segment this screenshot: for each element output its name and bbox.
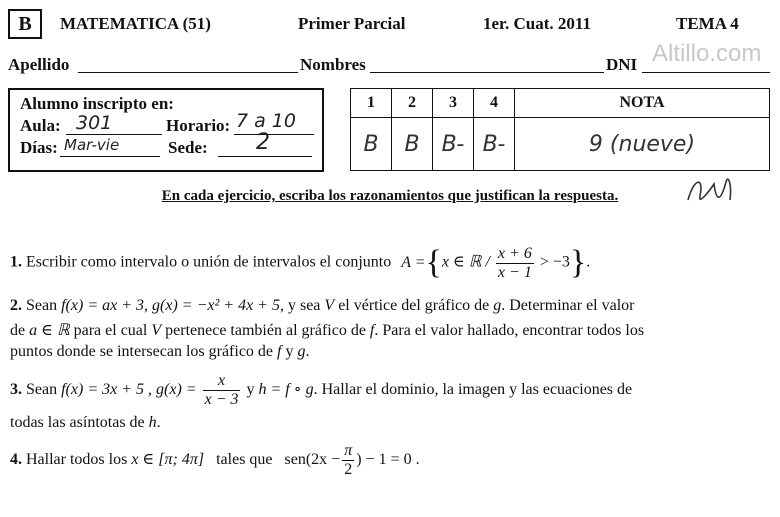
horario-value: 7 a 10	[236, 110, 296, 132]
dias-line	[60, 156, 160, 157]
exercise-3-h: h = f ∘ g	[258, 380, 314, 398]
exercise-3-line-1	[10, 372, 632, 408]
exercise-2-text: pertenece también al gráfico de	[165, 322, 366, 339]
tema-number: TEMA 4	[676, 14, 739, 33]
exercise-2-g-name: g	[297, 343, 306, 360]
exercise-3-f: f(x) = 3x + 5 ,	[61, 380, 153, 398]
exercise-2-text: para el cual	[73, 322, 148, 339]
exercise-3-frac-den: x − 3	[204, 390, 239, 408]
exercise-3-number: 3.	[10, 380, 22, 398]
exercise-2-V: V	[151, 322, 162, 339]
aula-line	[66, 134, 162, 135]
exercise-4-frac-den: 2	[344, 460, 353, 478]
horario-label: Horario:	[166, 116, 231, 135]
exercise-4-frac-num: π	[344, 442, 353, 459]
exercise-2-text: .	[305, 343, 310, 360]
grade-value-2: B	[392, 118, 433, 171]
watermark: Altillo.com	[652, 40, 762, 67]
exercise-2-text: puntos donde se intersecan los gráfico de	[10, 343, 274, 360]
dias-label: Días:	[20, 138, 58, 157]
exercise-3-text: todas las asíntotas de	[10, 414, 145, 431]
exercise-2-f-name: f	[369, 322, 375, 339]
enrollment-box	[8, 88, 324, 172]
exercise-1-set-cond: x ∈ ℝ /	[441, 253, 490, 271]
exercise-2-text: el vértice del gráfico de	[338, 297, 490, 314]
exercise-3-text: . Hallar el dominio, la imagen y las ecuaciones de	[313, 380, 633, 398]
exercise-4-text: Hallar todos los	[26, 450, 128, 468]
exercise-1-end: .	[586, 253, 591, 271]
close-brace: }	[569, 244, 587, 281]
exercise-3-frac-num: x	[203, 372, 241, 391]
exercise-4-text: tales que	[216, 450, 273, 468]
dni-label: DNI	[606, 55, 638, 74]
sede-value: 2	[256, 130, 270, 155]
exercise-2-text: , y sea	[279, 297, 321, 314]
exercise-2-text: . Para el valor hallado, encontrar todos los	[374, 322, 645, 339]
exam-name: Primer Parcial	[298, 14, 406, 33]
exercise-3-h-name: h	[148, 414, 157, 431]
dni-line[interactable]	[642, 72, 770, 73]
grade-value-3: B-	[433, 118, 474, 171]
exercise-3-g-lhs: g(x) =	[156, 380, 197, 398]
exercise-4-number: 4.	[10, 450, 22, 468]
nombres-line[interactable]	[370, 72, 604, 73]
exercise-4-eq-b: ) − 1 = 0 .	[356, 450, 420, 468]
sede-label: Sede:	[168, 138, 208, 157]
nombres-label: Nombres	[300, 55, 366, 74]
exercise-4-fraction	[342, 442, 354, 478]
exercise-3-text: Sean	[26, 380, 58, 398]
grade-header-nota: NOTA	[515, 89, 770, 118]
sede-line	[218, 156, 312, 157]
grade-value-1: B	[351, 118, 392, 171]
exercise-4-eq-a: sen(2x −	[284, 450, 341, 468]
exercise-1	[10, 244, 590, 282]
exercise-3-fraction	[203, 372, 241, 408]
exercise-1-set-lhs: A =	[401, 253, 426, 271]
exercise-1-frac-den: x − 1	[497, 263, 532, 281]
exercise-2-text: de	[10, 322, 26, 339]
grades-table	[350, 88, 770, 171]
exercise-4-interval: x ∈ [π; 4π]	[131, 450, 205, 468]
apellido-label: Apellido	[8, 55, 70, 74]
open-brace: {	[425, 244, 442, 281]
exercise-2-text: y	[285, 343, 294, 360]
exercise-3-text: y	[246, 380, 255, 398]
exercise-2-f-name: f	[277, 343, 282, 360]
exercise-2-text: Sean	[26, 297, 58, 314]
exercise-1-text: Escribir como intervalo o unión de intervalos el conjunto	[26, 253, 392, 271]
horario-line	[234, 134, 314, 135]
aula-label: Aula:	[20, 116, 61, 135]
enrollment-title: Alumno inscripto en:	[20, 94, 174, 113]
exercise-1-frac-num: x + 6	[497, 244, 532, 262]
apellido-line[interactable]	[78, 72, 298, 73]
grade-header-4: 4	[474, 89, 515, 118]
grade-header-3: 3	[433, 89, 474, 118]
exercise-2-g-name: g	[493, 297, 502, 314]
exercise-1-fraction	[496, 245, 534, 281]
exercise-3-text: .	[156, 414, 161, 431]
exercise-2-V: V	[324, 297, 335, 314]
exercise-3-line-2	[10, 414, 161, 432]
grade-value-4: B-	[474, 118, 515, 171]
exercise-2-line-1	[10, 297, 635, 315]
exercise-2-a-in-R: a ∈ ℝ	[29, 322, 70, 339]
exercise-2-line-2	[10, 320, 644, 340]
exercise-2-f: f(x) = ax + 3,	[61, 297, 149, 314]
exercise-2-text: . Determinar el valor	[501, 297, 635, 314]
exercise-2-g: g(x) = −x² + 4x + 5	[152, 297, 280, 314]
exercise-1-ineq: > −3	[539, 253, 570, 271]
instructions: En cada ejercicio, escriba los razonamientos que justifican la respuesta.	[161, 188, 619, 204]
dias-value: Mar-vie	[64, 136, 120, 154]
tema-letter-box: B	[8, 9, 42, 39]
aula-value: 301	[76, 112, 113, 134]
grade-header-2: 2	[392, 89, 433, 118]
exercise-2-number: 2.	[10, 297, 22, 314]
grade-value-nota: 9 (nueve)	[515, 118, 770, 171]
exercise-1-number: 1.	[10, 253, 22, 271]
course-title: MATEMATICA (51)	[60, 14, 211, 33]
exam-term: 1er. Cuat. 2011	[483, 14, 591, 33]
grade-header-1: 1	[351, 89, 392, 118]
exercise-2-line-3	[10, 343, 309, 361]
exercise-4	[10, 442, 420, 478]
